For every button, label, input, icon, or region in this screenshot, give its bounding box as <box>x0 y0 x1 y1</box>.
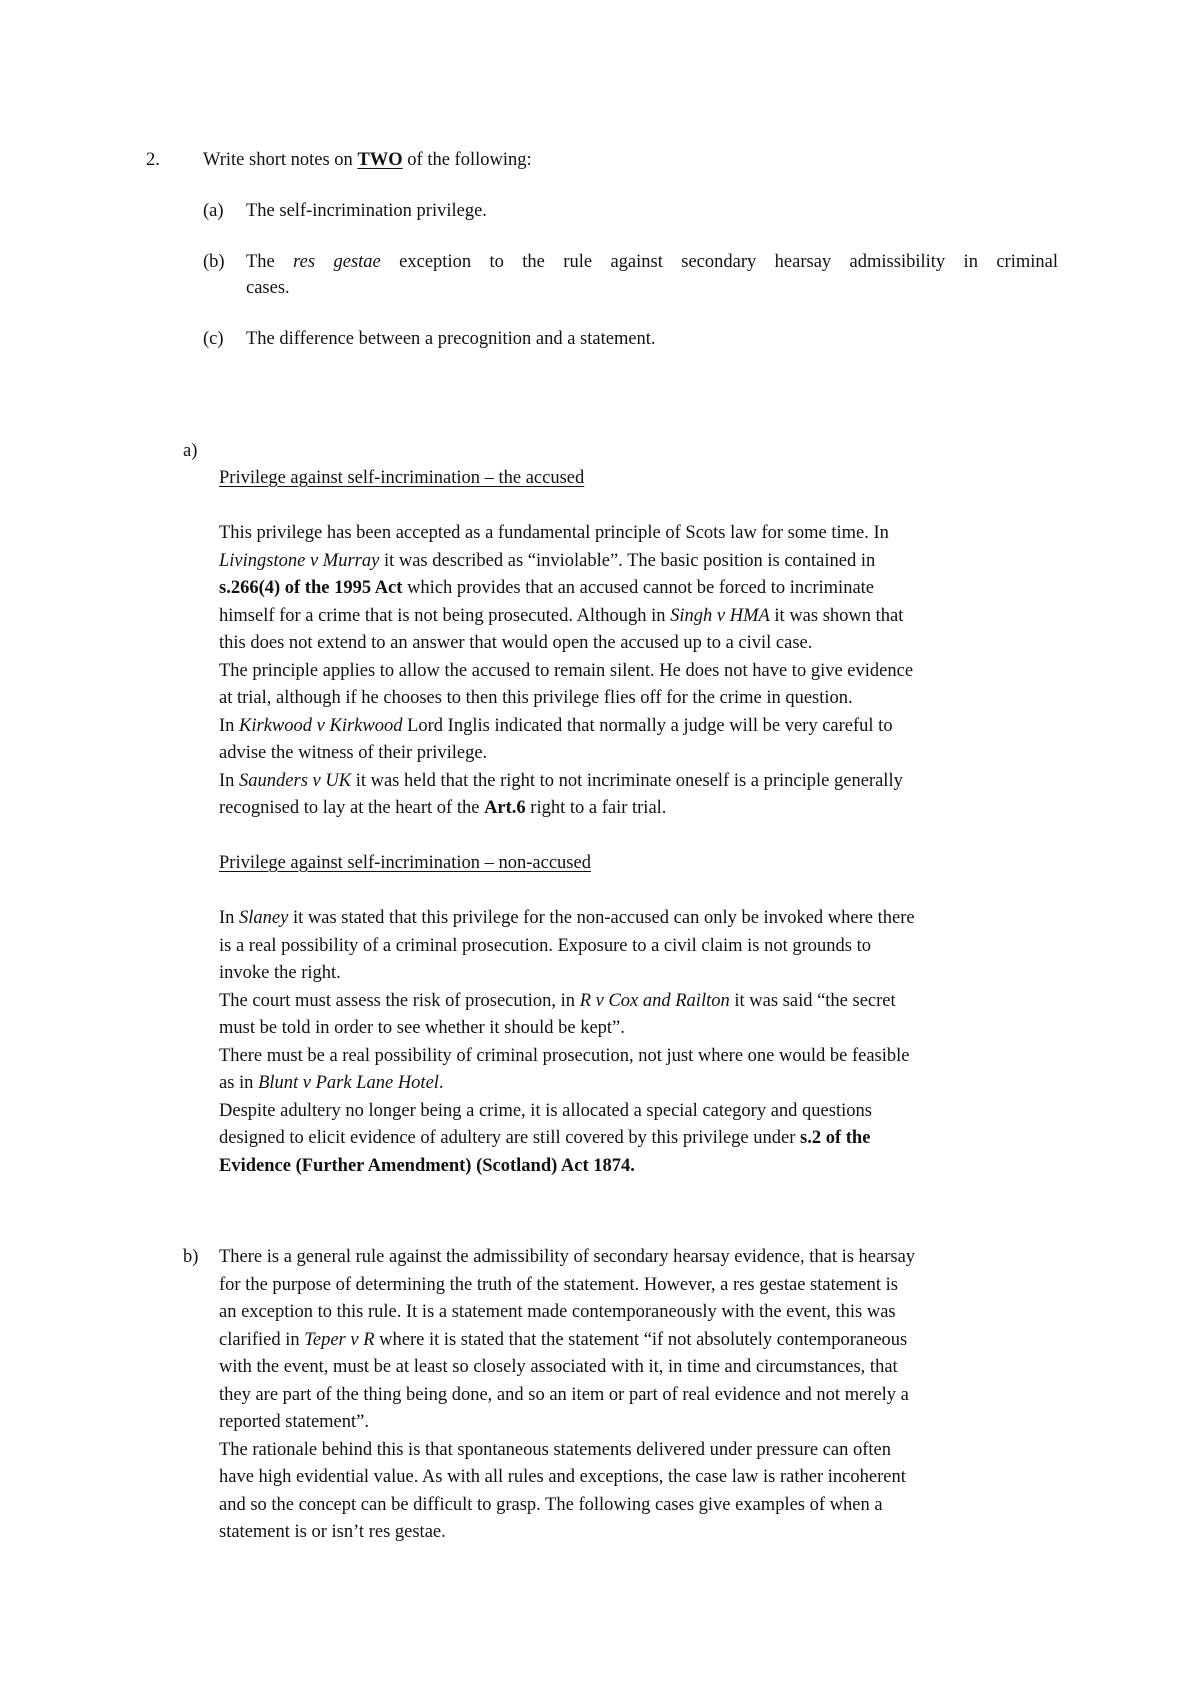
section-heading-accused: Privilege against self-incrimination – the accused <box>219 468 585 488</box>
case-name: Blunt v Park Lane Hotel <box>258 1073 439 1093</box>
case-name: R v Cox and Railton <box>579 990 730 1011</box>
option-b-text: The res gestae exception to the rule against secondary hearsay admissibility in criminal <box>246 252 1058 272</box>
paragraph-line: for the purpose of determining the truth of the statement. However, a res gestae statement is <box>219 1274 898 1295</box>
paragraph-line: In Saunders v UK it was held that the right to not incriminate oneself is a principle generally <box>219 770 903 791</box>
statute-reference: Art.6 <box>484 798 526 818</box>
option-b-label: (b) <box>203 252 225 272</box>
option-a-text: The self-incrimination privilege. <box>246 201 487 221</box>
section-heading-non-accused: Privilege against self-incrimination – non-accused <box>219 853 591 873</box>
paragraph-line: and so the concept can be difficult to grasp. The following cases give examples of when a <box>219 1494 883 1515</box>
paragraph-line: is a real possibility of a criminal prosecution. Exposure to a civil claim is not grounds to <box>219 935 871 956</box>
option-a-label: (a) <box>203 201 224 221</box>
question-number: 2. <box>146 150 160 170</box>
paragraph-line: they are part of the thing being done, and so an item or part of real evidence and not merely a <box>219 1384 909 1405</box>
statute-reference: Evidence (Further Amendment) (Scotland) Act 1874. <box>219 1155 635 1176</box>
paragraph-line: s.266(4) of the 1995 Act which provides that an accused cannot be forced to incriminate <box>219 578 875 598</box>
paragraph-line: have high evidential value. As with all rules and exceptions, the case law is rather incoherent <box>219 1467 906 1487</box>
case-name: Kirkwood v Kirkwood <box>239 715 403 736</box>
answer-b-label: b) <box>183 1247 199 1267</box>
paragraph-line: must be told in order to see whether it should be kept”. <box>219 1018 625 1038</box>
paragraph-line: clarified in Teper v R where it is stated that the statement “if not absolutely contemporaneous <box>219 1329 908 1350</box>
paragraph-line: There is a general rule against the admissibility of secondary hearsay evidence, that is hearsay <box>219 1247 916 1267</box>
paragraph-line: invoke the right. <box>219 963 341 983</box>
statute-reference: s.2 of the <box>800 1128 871 1148</box>
paragraph-line: In Kirkwood v Kirkwood Lord Inglis indicated that normally a judge will be very careful to <box>219 715 893 736</box>
paragraph-line: The rationale behind this is that spontaneous statements delivered under pressure can often <box>219 1439 891 1460</box>
case-name: Singh v HMA <box>670 605 770 626</box>
paragraph-line: himself for a crime that is not being prosecuted. Although in Singh v HMA it was shown that <box>219 605 904 626</box>
statute-reference: s.266(4) of the 1995 Act <box>219 578 403 598</box>
option-c-label: (c) <box>203 329 224 349</box>
paragraph-line: The court must assess the risk of prosecution, in R v Cox and Railton it was said “the secret <box>219 990 896 1011</box>
paragraph-line: recognised to lay at the heart of the Art.6 right to a fair trial. <box>219 798 667 818</box>
paragraph-line: The principle applies to allow the accused to remain silent. He does not have to give evidence <box>219 660 914 681</box>
paragraph-line: advise the witness of their privilege. <box>219 743 488 763</box>
paragraph-line <box>219 1153 915 1181</box>
emphasis-two: TWO <box>357 150 403 170</box>
paragraph-line: Livingstone v Murray it was described as “inviolable”. The basic position is contained in <box>219 550 876 571</box>
paragraph-line: This privilege has been accepted as a fundamental principle of Scots law for some time. In <box>219 523 889 543</box>
case-name: Saunders v UK <box>239 770 352 791</box>
case-name: Slaney <box>239 908 289 928</box>
answer-a-label: a) <box>183 441 198 461</box>
paragraph-line: an exception to this rule. It is a statement made contemporaneously with the event, this was <box>219 1302 896 1322</box>
option-b-text-cont: cases. <box>246 278 290 298</box>
paragraph-line: with the event, must be at least so closely associated with it, in time and circumstances, that <box>219 1357 898 1377</box>
case-name: Teper v R <box>304 1329 375 1350</box>
answer-a-body <box>219 465 915 1180</box>
answer-b-body <box>219 1244 915 1547</box>
option-c-text: The difference between a precognition and a statement. <box>246 329 656 349</box>
paragraph-line: at trial, although if he chooses to then this privilege flies off for the crime in question. <box>219 688 853 708</box>
paragraph-line: reported statement”. <box>219 1412 369 1432</box>
paragraph-line: as in Blunt v Park Lane Hotel. <box>219 1073 444 1093</box>
paragraph-line: designed to elicit evidence of adultery are still covered by this privilege under s.2 of the <box>219 1128 871 1148</box>
paragraph-line: this does not extend to an answer that would open the accused up to a civil case. <box>219 633 813 653</box>
paragraph-line: There must be a real possibility of criminal prosecution, not just where one would be feasible <box>219 1045 910 1066</box>
case-name: Livingstone v Murray <box>219 550 380 571</box>
paragraph-line: statement is or isn’t res gestae. <box>219 1522 446 1542</box>
paragraph-line: In Slaney it was stated that this privilege for the non-accused can only be invoked where there <box>219 908 915 928</box>
paragraph-line: Despite adultery no longer being a crime, it is allocated a special category and questions <box>219 1100 872 1121</box>
question-intro: Write short notes on TWO of the following: <box>203 150 532 170</box>
